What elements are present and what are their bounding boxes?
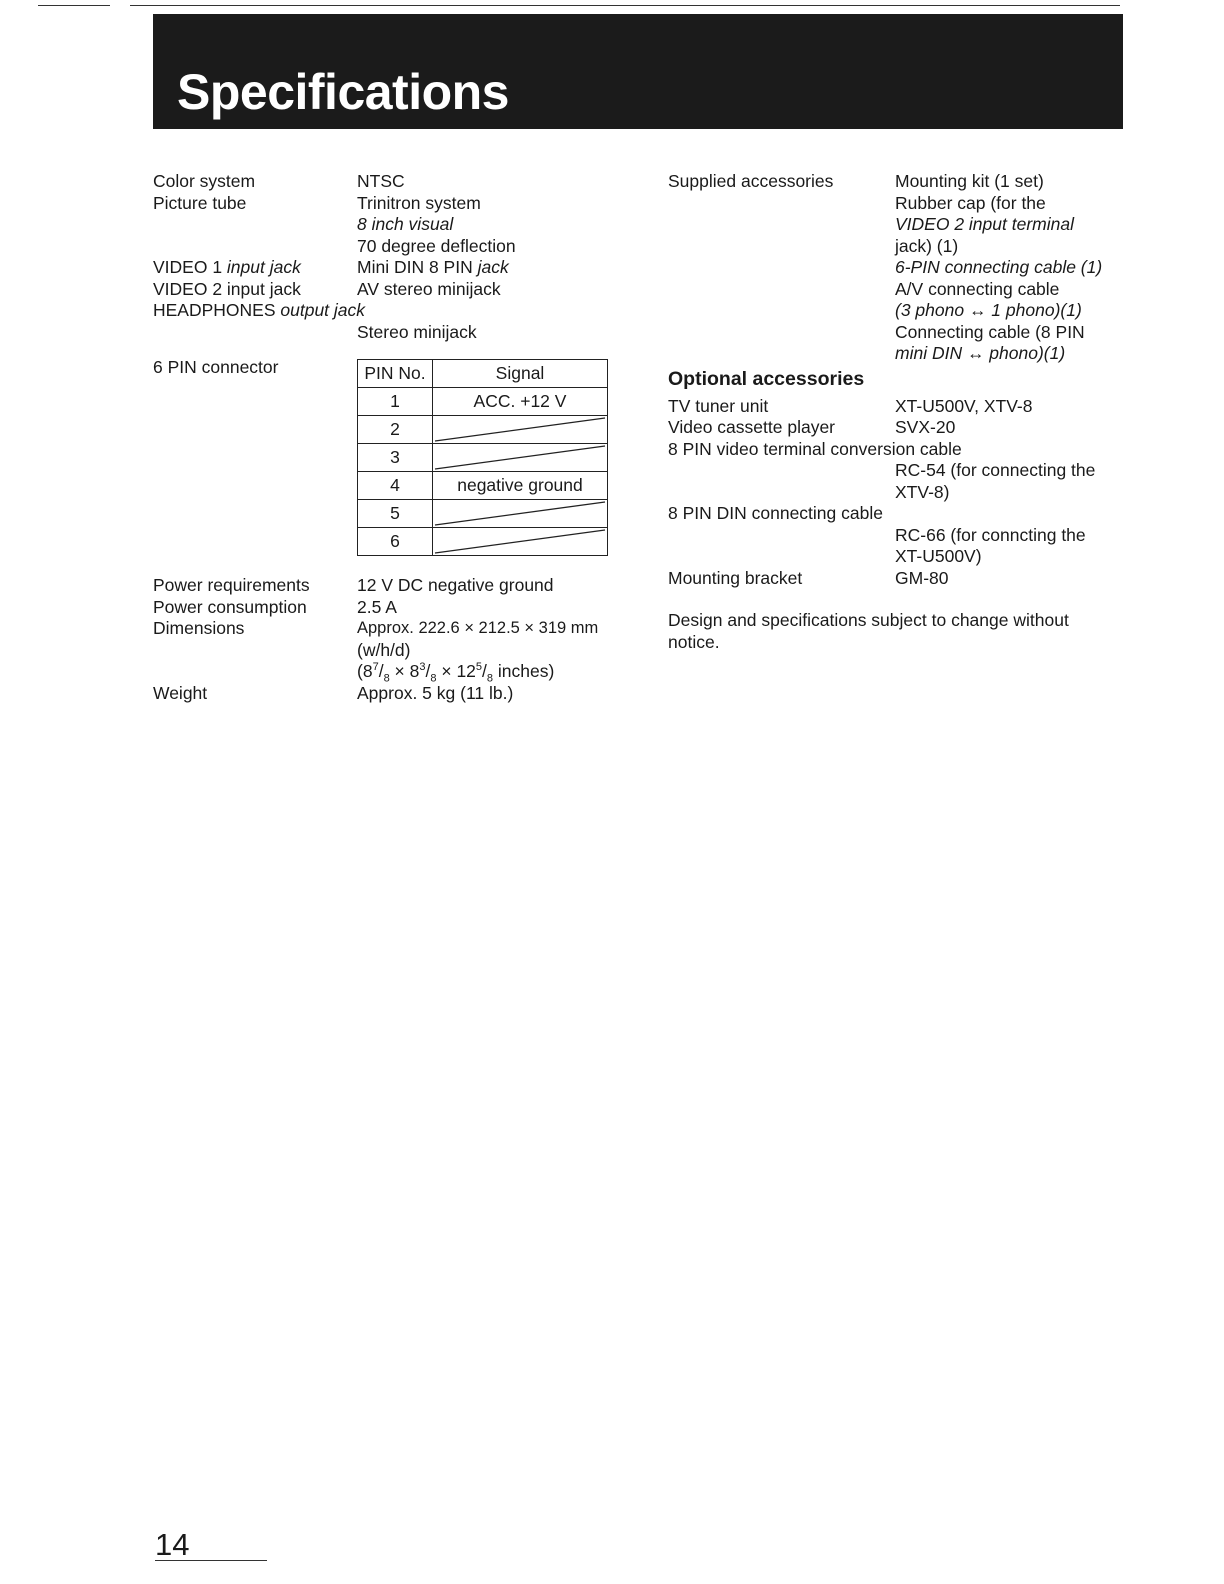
note-text: Design and specifications subject to change without — [668, 610, 1069, 630]
label-part: VIDEO 1 — [153, 257, 227, 277]
pin-signal: ACC. +12 V — [433, 388, 608, 416]
spec-row-vcr — [668, 417, 1128, 439]
left-spec-column — [153, 171, 623, 379]
label-part: input jack — [226, 257, 301, 277]
spec-label: Color system — [153, 171, 256, 191]
value-part: 7 — [372, 661, 379, 674]
spec-value: GM-80 — [895, 567, 949, 588]
note-text: notice. — [668, 631, 720, 652]
optional-heading-row — [668, 365, 1128, 396]
table-row — [358, 500, 608, 528]
spec-row-dimensions — [153, 618, 623, 640]
unused-slash-icon — [433, 444, 607, 471]
spec-value: (3 phono ↔ 1 phono)(1) — [895, 300, 1082, 320]
spec-row-tv-tuner — [668, 396, 1128, 418]
pin-signal: negative ground — [433, 472, 608, 500]
spacer — [153, 343, 623, 357]
spec-value: 12 V DC negative ground — [357, 575, 554, 595]
spec-row-mounting-bracket — [668, 568, 1128, 590]
spec-row-picture-tube — [153, 193, 623, 215]
spec-value: mini DIN ↔ phono)(1) — [895, 343, 1066, 363]
pin-signal-table — [357, 359, 608, 556]
label-part: HEADPHONES — [153, 300, 281, 320]
value-part: jack — [477, 257, 509, 277]
pin-signal-unused — [433, 528, 608, 556]
section-heading: Optional accessories — [668, 367, 865, 390]
spec-value: RC-66 (for conncting the — [895, 524, 1086, 545]
spec-row-color-system — [153, 171, 623, 193]
value-part: 8 — [486, 672, 494, 685]
spec-row-conversion-cable — [668, 439, 1128, 461]
right-spec-column — [668, 171, 1128, 653]
value-part: (8 — [357, 661, 373, 681]
spec-value: jack) (1) — [895, 235, 959, 256]
spec-label: Power consumption — [153, 596, 307, 617]
value-part: 8 — [430, 672, 437, 685]
spec-value: 8 inch visual — [357, 214, 454, 234]
spec-value: Mounting kit (1 set) — [895, 171, 1044, 191]
table-row — [358, 528, 608, 556]
table-row — [358, 472, 608, 500]
label-part: output jack — [280, 300, 366, 320]
spec-label: Mounting bracket — [668, 567, 803, 588]
table-header-row — [358, 360, 608, 388]
value-part: / — [482, 661, 487, 681]
spec-value: Rubber cap (for the — [895, 192, 1046, 213]
spec-row-continued — [668, 257, 1128, 279]
spec-row-power-requirements — [153, 575, 623, 597]
spec-label: Video cassette player — [668, 417, 836, 437]
value-part: Mini DIN 8 PIN — [357, 257, 478, 277]
spec-row-din-cable — [668, 503, 1128, 525]
spec-value: 2.5 A — [357, 596, 397, 617]
spec-value: Connecting cable (8 PIN — [895, 321, 1085, 342]
spec-row-continued — [153, 322, 623, 344]
spec-value: 6-PIN connecting cable (1) — [895, 257, 1103, 277]
value-part: / — [425, 661, 431, 681]
spec-value: RC-54 (for connecting the — [895, 460, 1096, 480]
spec-row-power-consumption — [153, 597, 623, 619]
pin-number: 5 — [358, 500, 433, 528]
value-part: × 12 — [436, 661, 476, 681]
spec-label: TV tuner unit — [668, 395, 769, 416]
spec-row-continued — [153, 661, 623, 683]
spec-row-continued — [668, 236, 1128, 258]
value-part: inches) — [493, 661, 555, 681]
pin-signal-unused — [433, 444, 608, 472]
spec-value: AV stereo minijack — [357, 278, 501, 299]
pin-number: 3 — [358, 444, 433, 472]
spec-row-continued — [668, 322, 1128, 344]
spec-label — [153, 300, 365, 322]
spec-row-weight — [153, 683, 623, 705]
value-part: 5 — [475, 661, 483, 674]
spec-label: Supplied accessories — [668, 171, 834, 191]
table-row — [358, 416, 608, 444]
page-title: Specifications — [177, 64, 509, 120]
table-row — [358, 444, 608, 472]
spec-row-supplied — [668, 171, 1128, 193]
unused-slash-icon — [433, 528, 607, 555]
spec-value — [357, 257, 509, 279]
left-spec-column-lower — [153, 575, 623, 704]
pin-signal-unused — [433, 416, 608, 444]
note-line — [668, 632, 1128, 654]
top-rule-left — [38, 5, 110, 6]
spec-value: NTSC — [357, 171, 405, 191]
spec-label: Picture tube — [153, 192, 247, 213]
spec-row-continued — [153, 214, 623, 236]
spec-value: Approx. 222.6 × 212.5 × 319 mm — [357, 619, 599, 637]
spec-label — [153, 257, 301, 279]
value-part: 3 — [419, 661, 426, 674]
spec-row-continued — [668, 193, 1128, 215]
pin-number: 2 — [358, 416, 433, 444]
note-line — [668, 610, 1128, 632]
spec-row-video2 — [153, 279, 623, 301]
pin-number: 1 — [358, 388, 433, 416]
spec-row-headphones — [153, 300, 623, 322]
spec-label: Weight — [153, 682, 208, 703]
title-banner — [153, 14, 1123, 129]
spec-row-continued — [668, 343, 1128, 365]
spec-label: VIDEO 2 input jack — [153, 278, 301, 299]
spec-row-continued — [668, 460, 1128, 482]
spec-value: Stereo minijack — [357, 321, 477, 342]
spec-label: 6 PIN connector — [153, 357, 279, 377]
spec-value: Approx. 5 kg (11 lb.) — [357, 682, 514, 703]
value-part: / — [378, 661, 384, 681]
spec-row-continued — [668, 482, 1128, 504]
value-part: × 8 — [389, 661, 420, 681]
value-part: 8 — [383, 672, 390, 685]
top-rule-right — [130, 5, 1120, 6]
spec-value: XTV-8) — [895, 481, 950, 502]
spec-value: (w/h/d) — [357, 639, 411, 660]
spec-value: 70 degree deflection — [357, 235, 516, 256]
spec-row-continued — [153, 640, 623, 662]
spec-label: Power requirements — [153, 575, 310, 595]
unused-slash-icon — [433, 416, 607, 443]
spec-row-continued — [668, 546, 1128, 568]
page-number: 14 — [155, 1530, 267, 1561]
spec-value: SVX-20 — [895, 417, 956, 437]
spec-row-continued — [668, 214, 1128, 236]
spacer — [668, 589, 1128, 610]
spec-row-video1 — [153, 257, 623, 279]
spec-label: 8 PIN video terminal conversion cable — [668, 438, 962, 459]
column-header: Signal — [433, 360, 608, 388]
spec-value: XT-U500V, XTV-8 — [895, 395, 1033, 416]
spec-row-continued — [668, 279, 1128, 301]
spec-label: 8 PIN DIN connecting cable — [668, 503, 883, 523]
pin-number: 4 — [358, 472, 433, 500]
pin-signal-unused — [433, 500, 608, 528]
table-row — [358, 388, 608, 416]
spec-value: VIDEO 2 input terminal — [895, 214, 1074, 234]
spec-value-inches — [357, 661, 554, 683]
unused-slash-icon — [433, 500, 607, 527]
spec-row-continued — [153, 236, 623, 258]
column-header: PIN No. — [358, 360, 433, 388]
spec-row-continued — [668, 525, 1128, 547]
spec-value: Trinitron system — [357, 192, 481, 213]
spec-row-continued — [668, 300, 1128, 322]
spec-value: A/V connecting cable — [895, 278, 1060, 299]
spec-value: XT-U500V) — [895, 546, 982, 566]
pin-number: 6 — [358, 528, 433, 556]
spec-label: Dimensions — [153, 618, 245, 638]
